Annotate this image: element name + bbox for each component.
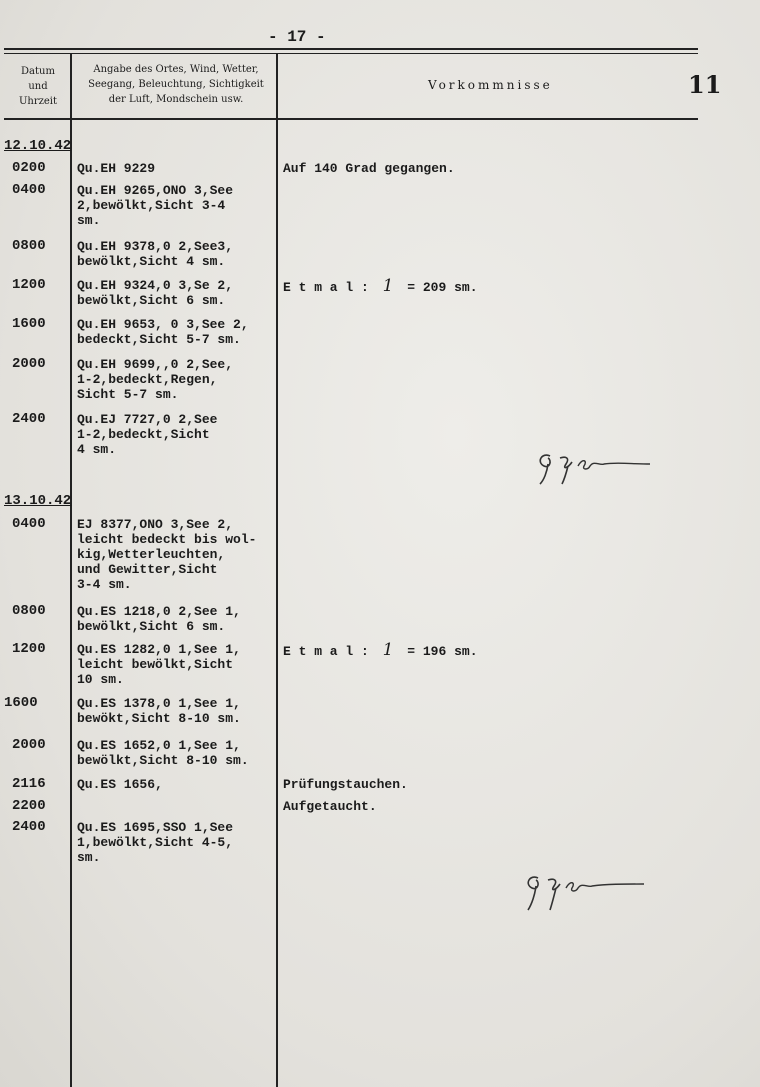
time: 1600 — [12, 316, 46, 332]
header-rule — [4, 118, 698, 120]
position-weather: Qu.EH 9324,0 3,Se 2, bewölkt,Sicht 6 sm. — [77, 278, 234, 308]
position-weather: EJ 8377,ONO 3,See 2, leicht bedeckt bis wol- kig,Wetterleuchten, und Gewitter,Sicht 3-4 sm. — [77, 517, 257, 592]
header-location-weather: Angabe des Ortes, Wind, Wetter, Seegang, Beleuchtung, Sichtigkeit der Luft, Mondschein usw. — [88, 64, 264, 105]
position-weather: Qu.ES 1652,0 1,See 1, bewölkt,Sicht 8-10 sm. — [77, 738, 249, 768]
position-weather: Qu.ES 1378,0 1,See 1, bewökt,Sicht 8-10 sm. — [77, 696, 241, 726]
top-rule-thin — [4, 53, 698, 54]
time: 0400 — [12, 516, 46, 532]
position-weather: Qu.EH 9378,0 2,See3, bewölkt,Sicht 4 sm. — [77, 239, 234, 269]
time: 2000 — [12, 356, 46, 372]
time: 1200 — [12, 641, 46, 657]
etmal-label: E t m a l : — [283, 644, 369, 659]
header-occurrences: Vorkommnisse — [428, 78, 553, 92]
time: 1600 — [4, 695, 38, 711]
etmal-mark: 1 — [382, 276, 394, 296]
position-weather: Qu.ES 1695,SSO 1,See 1,bewölkt,Sicht 4-5, sm. — [77, 820, 234, 865]
occurrence: Auf 140 Grad gegangen. — [283, 161, 455, 176]
time: 0200 — [12, 160, 46, 176]
position-weather: Qu.EH 9229 — [77, 161, 156, 176]
occurrence: Prüfungstauchen. — [283, 777, 408, 792]
signature-day2 — [520, 866, 650, 914]
etmal-entry — [283, 640, 478, 660]
header-date-time: Datum und Uhrzeit — [18, 66, 58, 107]
time: 0400 — [12, 182, 46, 198]
etmal-entry — [283, 276, 478, 296]
time: 1200 — [12, 277, 46, 293]
page-number: - 17 - — [268, 28, 326, 46]
time: 2000 — [12, 737, 46, 753]
date-day2: 13.10.42 — [4, 493, 72, 509]
position-weather: Qu.ES 1282,0 1,See 1, leicht bewölkt,Sicht 10 sm. — [77, 642, 241, 687]
position-weather: Qu.EH 9699,,0 2,See, 1-2,bedeckt,Regen, Sicht 5-7 sm. — [77, 357, 234, 402]
top-rule — [4, 48, 698, 50]
etmal-label: E t m a l : — [283, 280, 369, 295]
sheet-number: 11 — [688, 70, 722, 99]
occurrence: Aufgetaucht. — [283, 799, 377, 814]
time: 0800 — [12, 603, 46, 619]
position-weather: Qu.EH 9653, 0 3,See 2, bedeckt,Sicht 5-7 sm. — [77, 317, 249, 347]
position-weather: Qu.ES 1656, — [77, 777, 163, 792]
time: 2400 — [12, 411, 46, 427]
signature-day1 — [532, 444, 654, 488]
position-weather: Qu.EJ 7727,0 2,See 1-2,bedeckt,Sicht 4 sm. — [77, 412, 218, 457]
time: 2116 — [12, 776, 46, 792]
time: 2400 — [12, 819, 46, 835]
date-day1: 12.10.42 — [4, 138, 72, 154]
etmal-value: = 209 sm. — [407, 280, 478, 295]
time: 0800 — [12, 238, 46, 254]
etmal-value: = 196 sm. — [407, 644, 478, 659]
etmal-mark: 1 — [382, 640, 394, 660]
position-weather: Qu.EH 9265,ONO 3,See 2,bewölkt,Sicht 3-4 sm. — [77, 183, 234, 228]
time: 2200 — [12, 798, 46, 814]
column-divider-1 — [70, 54, 72, 1087]
position-weather: Qu.ES 1218,0 2,See 1, bewölkt,Sicht 6 sm. — [77, 604, 241, 634]
